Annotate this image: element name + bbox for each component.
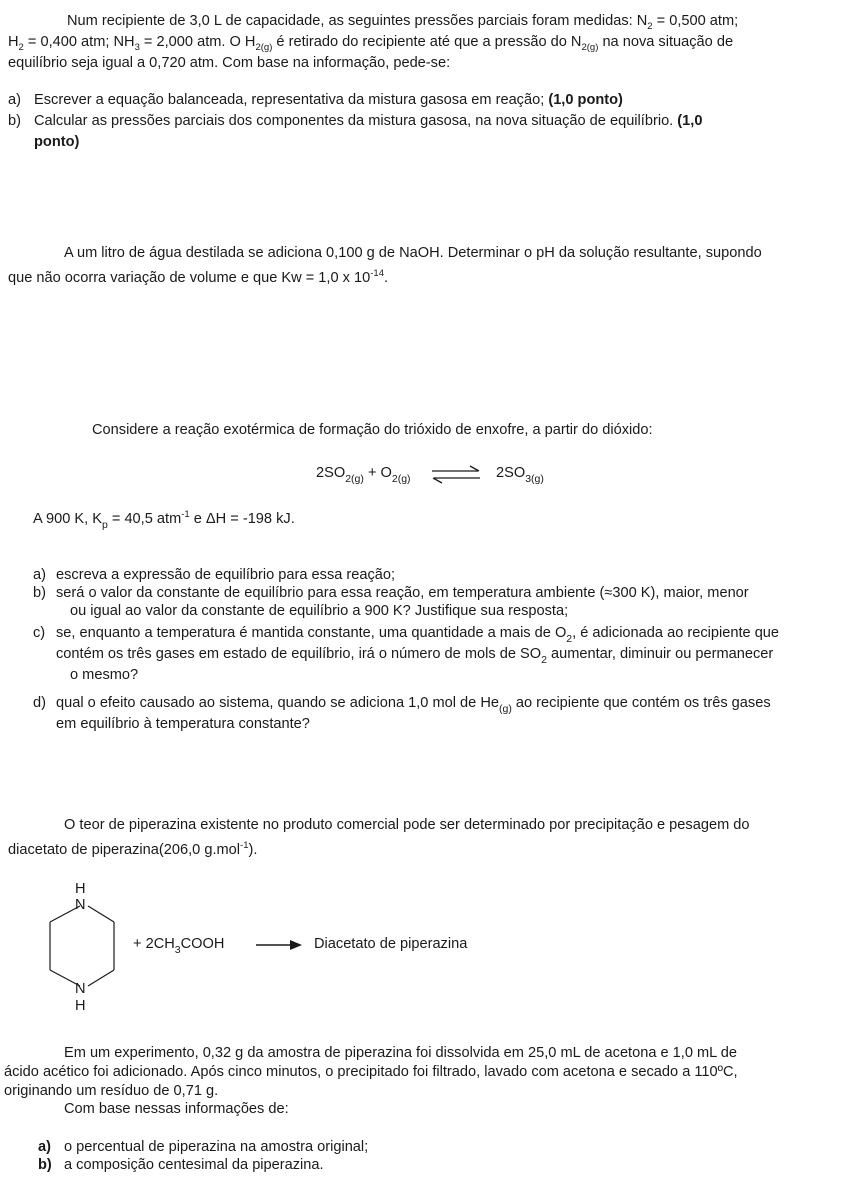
q1-intro-line-3: equilíbrio seja igual a 0,720 atm. Com base na informação, pede-se: (8, 55, 451, 71)
q3-item-b-line-2: ou igual ao valor da constante de equilíbrio a 900 K? Justifique sua resposta; (70, 603, 569, 619)
q4-item-b: a composição centesimal da piperazina. (64, 1157, 324, 1173)
q1-item-b-line-1: Calcular as pressões parciais dos componentes da mistura gasosa, na nova situação de equilíbrio. (1,0 (34, 113, 703, 129)
q1-item-b-line-2: ponto) (34, 134, 80, 150)
q4-exp-line-1: Em um experimento, 0,32 g da amostra de piperazina foi dissolvida em 25,0 mL de acetona e 1,0 mL de (64, 1045, 738, 1061)
q4-product: Diacetato de piperazina (314, 936, 468, 952)
q4-exp-line-3: originando um resíduo de 0,71 g. (4, 1083, 219, 1099)
equilibrium-arrows-icon (430, 464, 482, 486)
reaction-arrow-icon (254, 938, 304, 952)
q4-exp-line-2: ácido acético foi adicionado. Após cinco minutos, o precipitado foi filtrado, lavado com acetona e secado a 110ºC, (4, 1064, 738, 1080)
q4-intro-line-1: O teor de piperazina existente no produto comercial pode ser determinado por precipitação e pesagem do (64, 817, 750, 833)
q3-item-c-line-2: contém os três gases em estado de equilíbrio, irá o número de mols de $SO_2$ aumentar, diminuir ou permanecer (56, 646, 774, 666)
q4-reagent: + $2CH_3COOH$ (133, 936, 225, 956)
q3-item-c-line-3: o mesmo? (70, 667, 139, 683)
atom-n-top: N (75, 897, 86, 913)
q3-item-b-label: b) (33, 585, 46, 601)
q1-item-b-label: b) (8, 113, 21, 129)
q3-item-c-line-1: se, enquanto a temperatura é mantida constante, uma quantidade a mais de $O_2$, é adicionada ao recipiente que (56, 625, 780, 645)
q3-intro: Considere a reação exotérmica de formação do trióxido de enxofre, a partir do dióxido: (92, 422, 653, 438)
q4-item-a-label: a) (38, 1139, 51, 1155)
q3-equation-products: $2SO_{3(g)}$ (496, 465, 544, 485)
q3-item-d-line-2: em equilíbrio à temperatura constante? (56, 716, 310, 732)
q3-item-a-label: a) (33, 567, 46, 583)
q3-equation-reactants: $2SO_{2(g)} + O_{2(g)}$ (316, 465, 411, 485)
q1-intro-line-1: Num recipiente de 3,0 L de capacidade, as seguintes pressões parciais foram medidas: $N_2 = 0,500$ atm; (67, 13, 739, 32)
q1-item-a-label: a) (8, 92, 21, 108)
q4-exp-line-4: Com base nessas informações de: (64, 1101, 289, 1117)
q1-item-a: Escrever a equação balanceada, representativa da mistura gasosa em reação; (1,0 ponto) (34, 92, 623, 108)
q3-item-d-label: d) (33, 695, 46, 711)
atom-h-bottom: H (75, 998, 86, 1014)
q2-line-2: que não ocorra variação de volume e que Kw = 1,0 x $10^{-14}$. (8, 268, 389, 286)
q1-intro-line-2: $H_2 = 0,400$ atm; $NH_3 = 2,000$ atm. O $H_{2(g)}$ é retirado do recipiente até que a pressão do $N_{2(g)}$ na nova situação de (8, 34, 734, 53)
q3-item-b-line-1: será o valor da constante de equilíbrio para essa reação, em temperatura ambiente (≈300 K), maior, menor (56, 585, 749, 601)
q3-item-d-line-1: qual o efeito causado ao sistema, quando se adiciona 1,0 mol de $He_{(g)}$ ao recipiente que contém os três gases (56, 695, 771, 715)
q2-line-1: A um litro de água destilada se adiciona 0,100 g de NaOH. Determinar o pH da solução resultante, supondo (64, 245, 762, 261)
q4-intro-line-2: diacetato de piperazina(206,0 g.mol$^{-1}$). (8, 840, 258, 858)
atom-n-bottom: N (75, 981, 86, 997)
q3-item-a: escreva a expressão de equilíbrio para essa reação; (56, 567, 396, 583)
q3-item-c-label: c) (33, 625, 46, 641)
q4-item-b-label: b) (38, 1157, 52, 1173)
atom-h-top: H (75, 881, 86, 897)
q4-item-a: o percentual de piperazina na amostra original; (64, 1139, 369, 1155)
q3-conditions: A 900 K, $K_p = 40,5$ atm$^{-1}$ e ΔH = -198 kJ. (33, 509, 295, 531)
